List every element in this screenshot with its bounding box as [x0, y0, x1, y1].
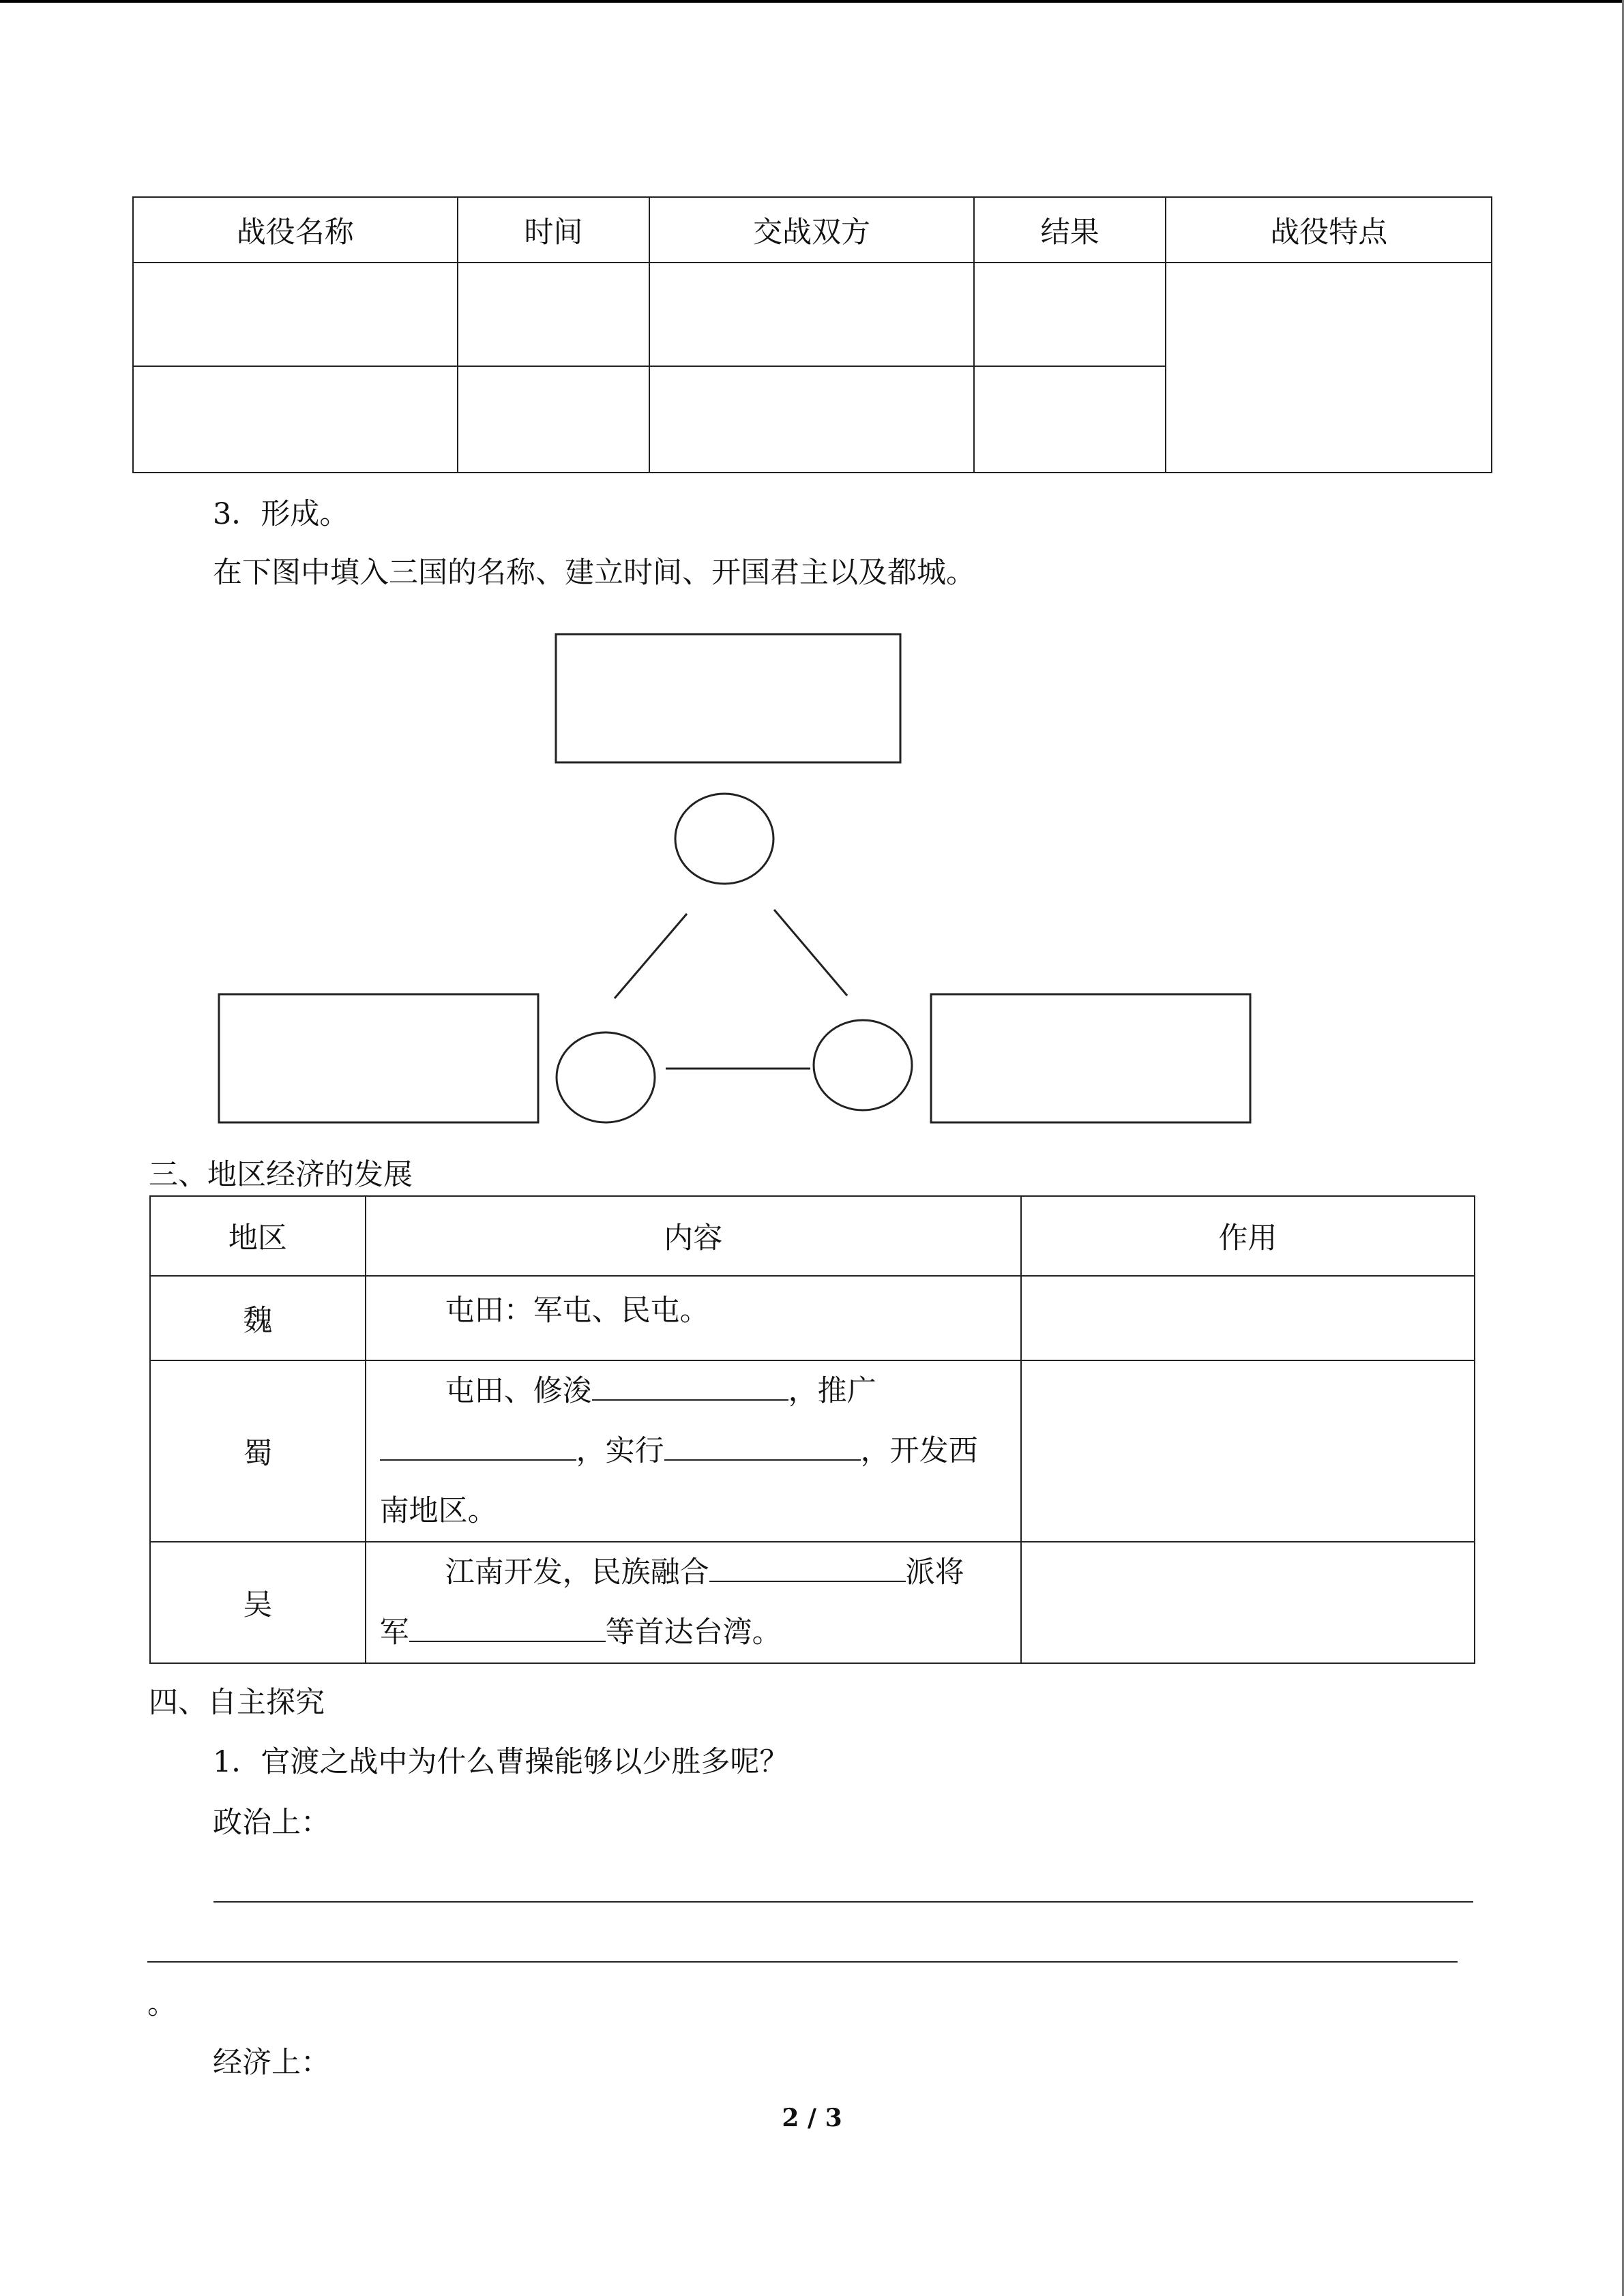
- effect-wei-cell[interactable]: [1021, 1276, 1475, 1360]
- section-3-title: 三、地区经济的发展: [149, 1158, 413, 1192]
- region-shu: 蜀: [150, 1360, 366, 1542]
- circle-left[interactable]: [557, 1032, 655, 1122]
- fill-blank[interactable]: [409, 1613, 606, 1642]
- header-effect: 作用: [1021, 1196, 1475, 1276]
- answer-box-top[interactable]: [556, 634, 900, 762]
- content-wu-text-2: 派将: [905, 1555, 964, 1590]
- content-shu-text-3: ，实行: [576, 1434, 664, 1468]
- fill-blank[interactable]: [709, 1553, 906, 1582]
- cell-blank[interactable]: [974, 263, 1166, 366]
- circle-top[interactable]: [675, 794, 773, 884]
- fill-blank[interactable]: [380, 1432, 576, 1461]
- question-1: 1．官渡之战中为什么曹操能够以少胜多呢？: [213, 1745, 789, 1779]
- economy-table: [149, 1195, 1475, 1664]
- connector-line-left: [615, 914, 687, 998]
- page-top-border: [0, 0, 1624, 3]
- cell-blank[interactable]: [458, 263, 650, 366]
- item-3-formation: 3．形成。: [213, 497, 349, 531]
- content-shu: [366, 1360, 1021, 1542]
- three-kingdoms-diagram: [0, 614, 1624, 1159]
- cell-blank[interactable]: [649, 366, 974, 473]
- fill-blank[interactable]: [592, 1372, 788, 1401]
- header-time: 时间: [458, 197, 650, 263]
- answer-box-right[interactable]: [931, 994, 1250, 1122]
- effect-shu-cell[interactable]: [1021, 1360, 1475, 1542]
- header-battle-features: 战役特点: [1166, 197, 1492, 263]
- content-wu-text-1: 江南开发，民族融合: [445, 1555, 709, 1590]
- content-shu-text-4: ，开发西: [860, 1434, 978, 1468]
- section-4-title: 四、自主探究: [149, 1686, 325, 1720]
- diagram-instruction: 在下图中填入三国的名称、建立时间、开国君主以及都城。: [213, 556, 975, 590]
- region-wei: 魏: [150, 1276, 366, 1360]
- cell-blank-features[interactable]: [1166, 263, 1492, 473]
- connector-line-right: [774, 910, 847, 996]
- content-shu-text-2: ，推广: [788, 1374, 876, 1408]
- answer-line-2[interactable]: [147, 1961, 1458, 1963]
- content-wu-text-4: 等首达台湾。: [605, 1615, 782, 1650]
- answer-box-left[interactable]: [219, 994, 538, 1122]
- header-content: 内容: [366, 1196, 1021, 1276]
- cell-blank[interactable]: [133, 263, 458, 366]
- header-result: 结果: [974, 197, 1166, 263]
- political-label: 政治上：: [213, 1806, 330, 1840]
- answer-line-1[interactable]: [213, 1901, 1473, 1903]
- region-wu: 吴: [150, 1542, 366, 1663]
- content-shu-text-5: 南地区。: [379, 1494, 497, 1528]
- effect-wu-cell[interactable]: [1021, 1542, 1475, 1663]
- answer-period: 。: [147, 1987, 177, 2021]
- cell-blank[interactable]: [649, 263, 974, 366]
- content-wei-text: 屯田：军屯、民屯。: [445, 1294, 709, 1328]
- fill-blank[interactable]: [664, 1432, 861, 1461]
- content-wu: [366, 1542, 1021, 1663]
- content-wu-text-3: 军: [379, 1615, 409, 1650]
- header-combatants: 交战双方: [649, 197, 974, 263]
- battle-table: [132, 196, 1492, 473]
- content-shu-text-1: 屯田、修浚: [445, 1374, 592, 1408]
- cell-blank[interactable]: [974, 366, 1166, 473]
- circle-right[interactable]: [814, 1020, 912, 1110]
- cell-blank[interactable]: [133, 366, 458, 473]
- page-number: 2 / 3: [782, 2104, 842, 2132]
- economic-label: 经济上：: [213, 2046, 330, 2080]
- content-wei: [366, 1276, 1021, 1360]
- cell-blank[interactable]: [458, 366, 650, 473]
- header-region: 地区: [150, 1196, 366, 1276]
- header-battle-name: 战役名称: [133, 197, 458, 263]
